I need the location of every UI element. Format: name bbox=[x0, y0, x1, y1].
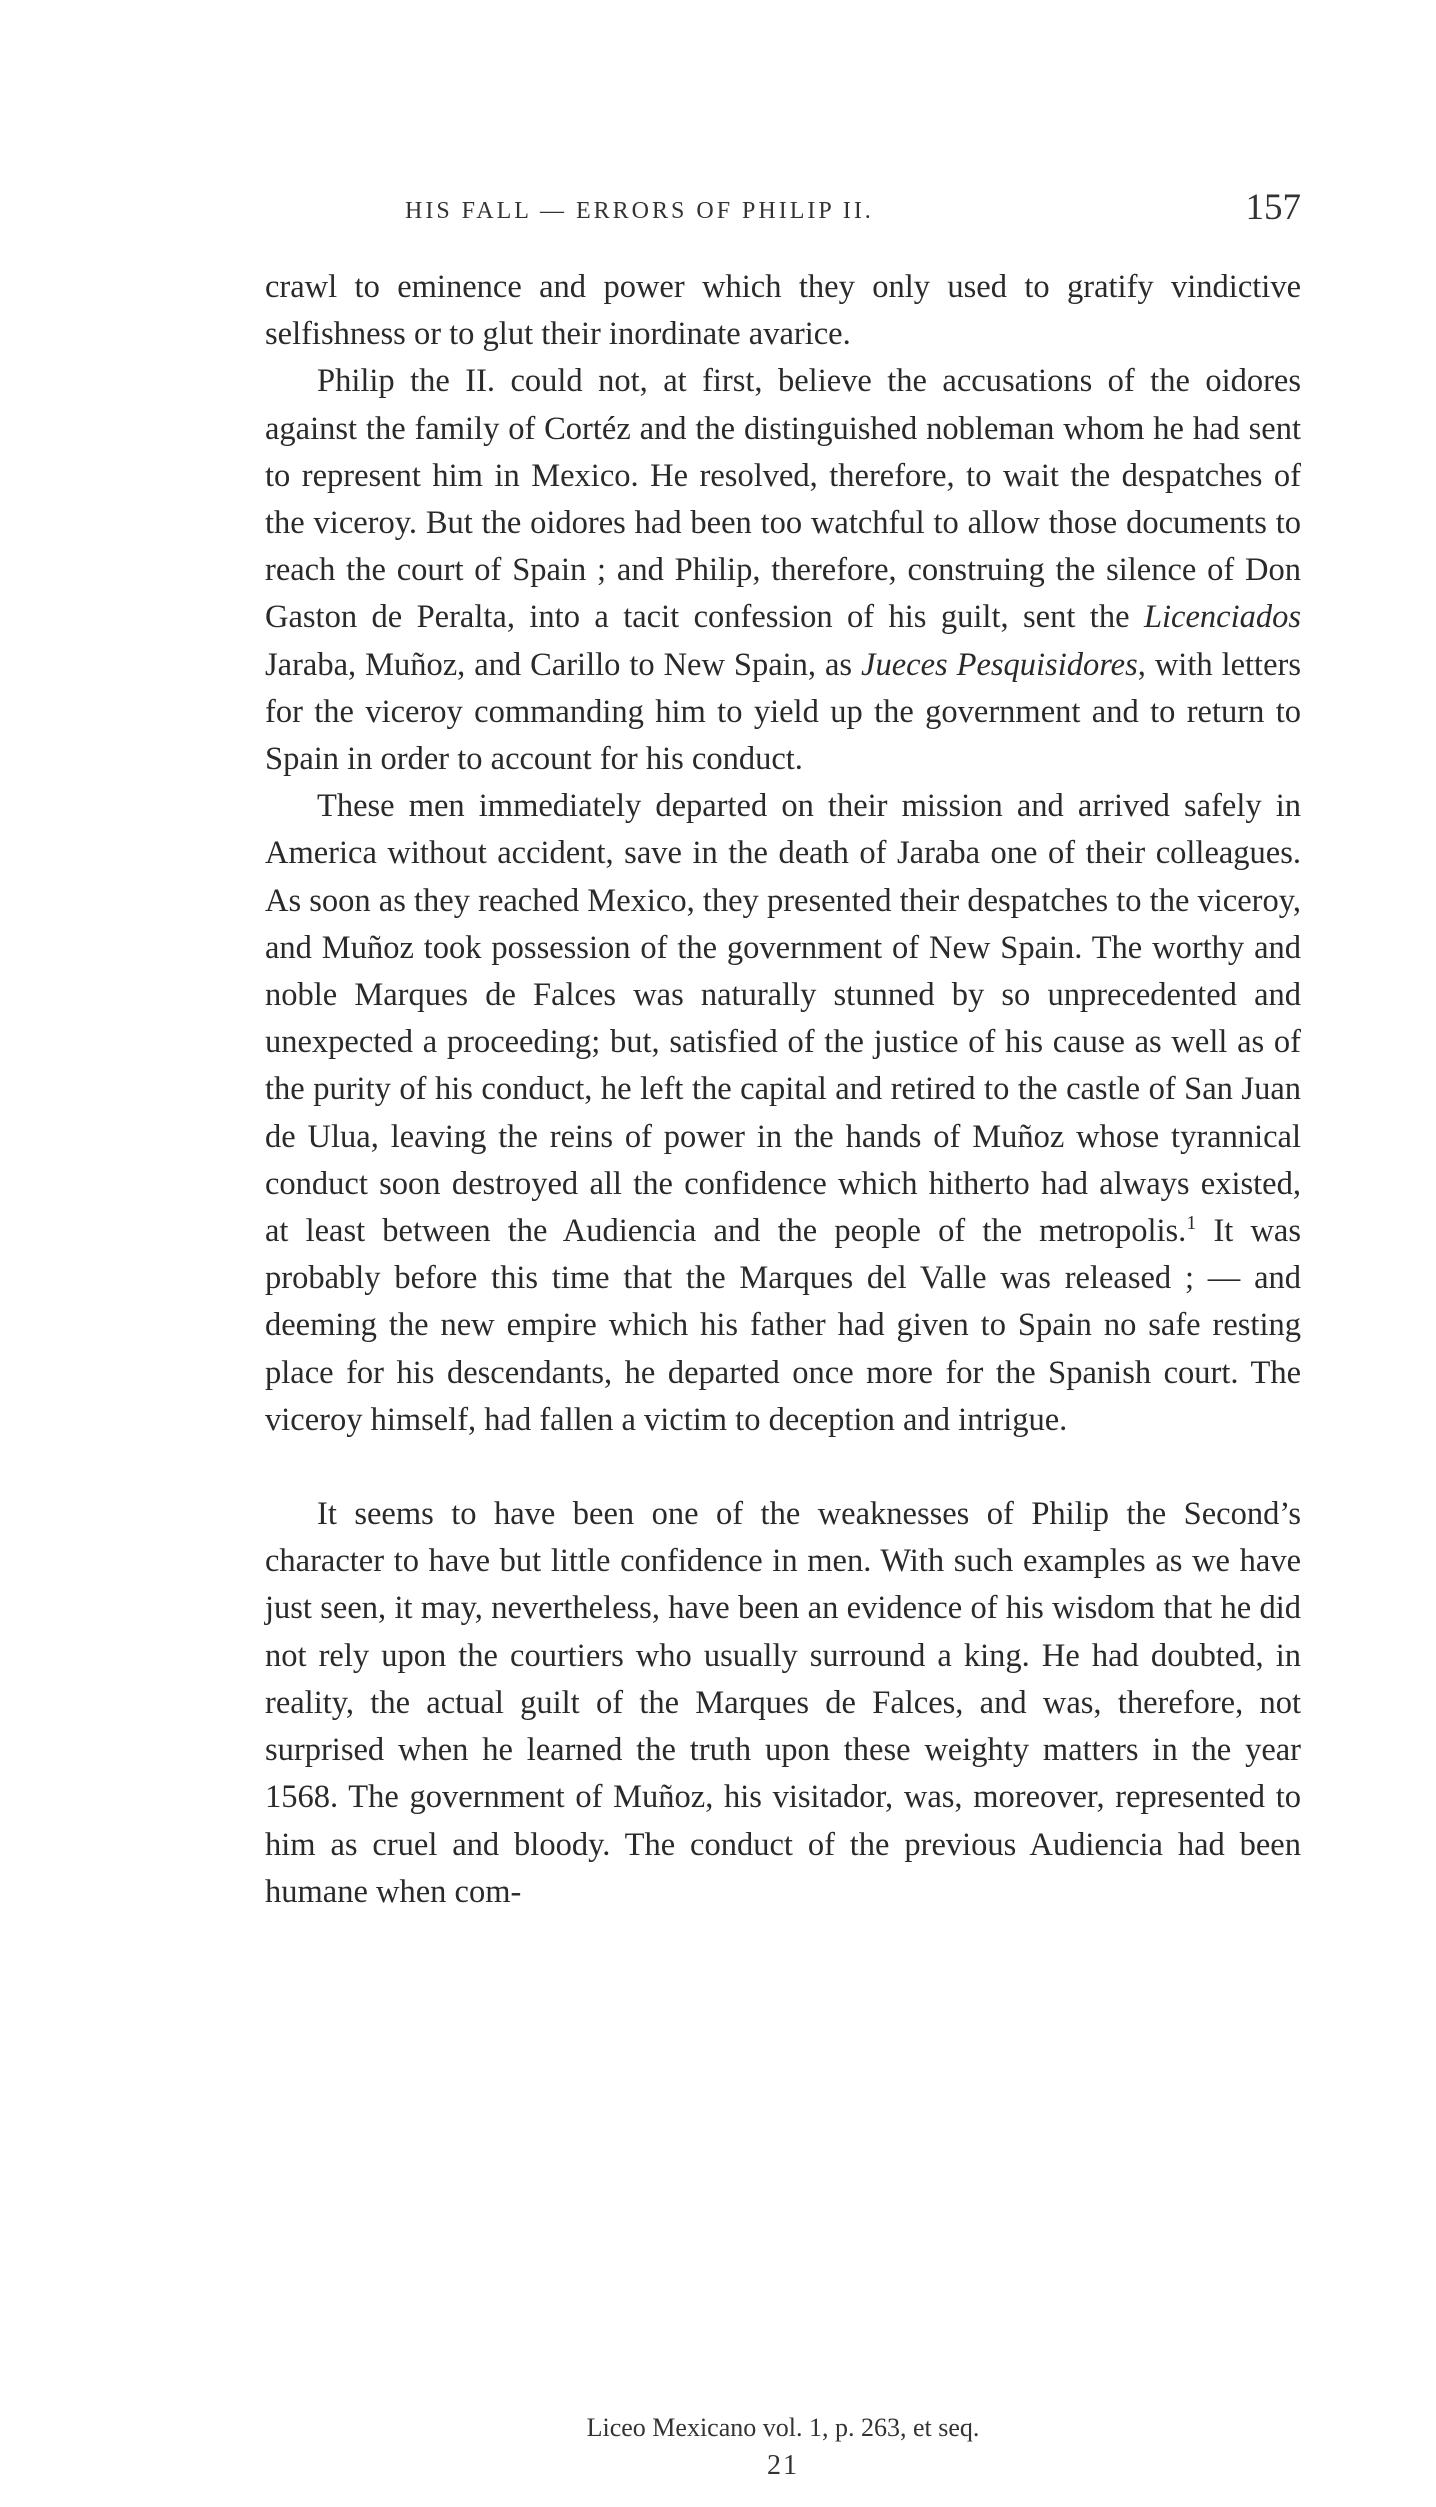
footnote: Liceo Mexicano vol. 1, p. 263, et seq. bbox=[586, 2413, 980, 2442]
paragraph-2-text-2: Jaraba, Muñoz, and Carillo to New Spain, as bbox=[265, 646, 862, 683]
footnote-reference: 1 bbox=[1186, 1212, 1197, 1235]
page-number: 157 bbox=[1245, 187, 1301, 228]
italic-licenciados: Licenciados bbox=[1143, 599, 1301, 636]
paragraph-3-text-2: It was probably before this time that the Marques del Valle was released ; — and deeming the new empire which his father had given to Spain no safe resting place for his descendants, he departed once more for the Spanish court. The viceroy himself, had fallen a victim to deception and intrigue. bbox=[265, 1213, 1301, 1438]
paragraph-4 bbox=[265, 1491, 1301, 1916]
running-head: HIS FALL — ERRORS OF PHILIP II. bbox=[405, 198, 874, 224]
body-text bbox=[265, 264, 1301, 1916]
paragraph-3 bbox=[265, 783, 1301, 1444]
paragraph-2 bbox=[265, 358, 1301, 783]
paragraph-2-text: Philip the II. could not, at first, believe the accusations of the oidores against the family of Cortéz and the distinguished nobleman whom he had sent to represent him in Mexico. He resolved, therefore, to wait the despatches of the viceroy. But the oidores had been too watchful to allow those documents to reach the court of Spain ; and Philip, therefore, construing the silence of Don Gaston de Peralta, into a tacit confession of his guilt, sent the bbox=[265, 363, 1301, 636]
paragraph-4-text: It seems to have been one of the weaknesses of Philip the Second’s character to have but little confidence in men. With such examples as we have just seen, it may, nevertheless, have been an evidence of his wisdom that he did not rely upon the courtiers who usually surround a king. He had doubted, in reality, the actual guilt of the Marques de Falces, and was, therefore, not surprised when he learned the truth upon these weighty matters in the year 1568. The government of Muñoz, his visitador, was, moreover, represented to him as cruel and bloody. The conduct of the previous Audiencia had been humane when com- bbox=[265, 1496, 1301, 1910]
paragraph-2-text-3: , with letters for the viceroy commanding him to yield up the government and to return to Spain in order to account for his conduct. bbox=[265, 646, 1301, 778]
italic-jueces-pesquisidores: Jueces Pesquisidores bbox=[861, 646, 1138, 683]
paragraph-1 bbox=[265, 264, 1301, 358]
page-header bbox=[265, 186, 1301, 236]
signature-mark: 21 bbox=[767, 2450, 799, 2481]
paragraph-1-text: crawl to eminence and power which they only used to gratify vindictive selfishness or to glut their inordinate avarice. bbox=[265, 269, 1301, 353]
paragraph-3-text: These men immediately departed on their mission and arrived safely in America without accident, save in the death of Jaraba one of their colleagues. As soon as they reached Mexico, they presented their despatches to the viceroy, and Muñoz took possession of the government of New Spain. The worthy and noble Marques de Falces was naturally stunned by so unprecedented and unexpected a proceeding; but, satisfied of the justice of his cause as well as of the purity of his conduct, he left the capital and retired to the castle of San Juan de Ulua, leaving the reins of power in the hands of Muñoz whose tyrannical conduct soon destroyed all the confidence which hitherto had always existed, at least between the Audiencia and the people of the metropolis. bbox=[265, 788, 1301, 1250]
